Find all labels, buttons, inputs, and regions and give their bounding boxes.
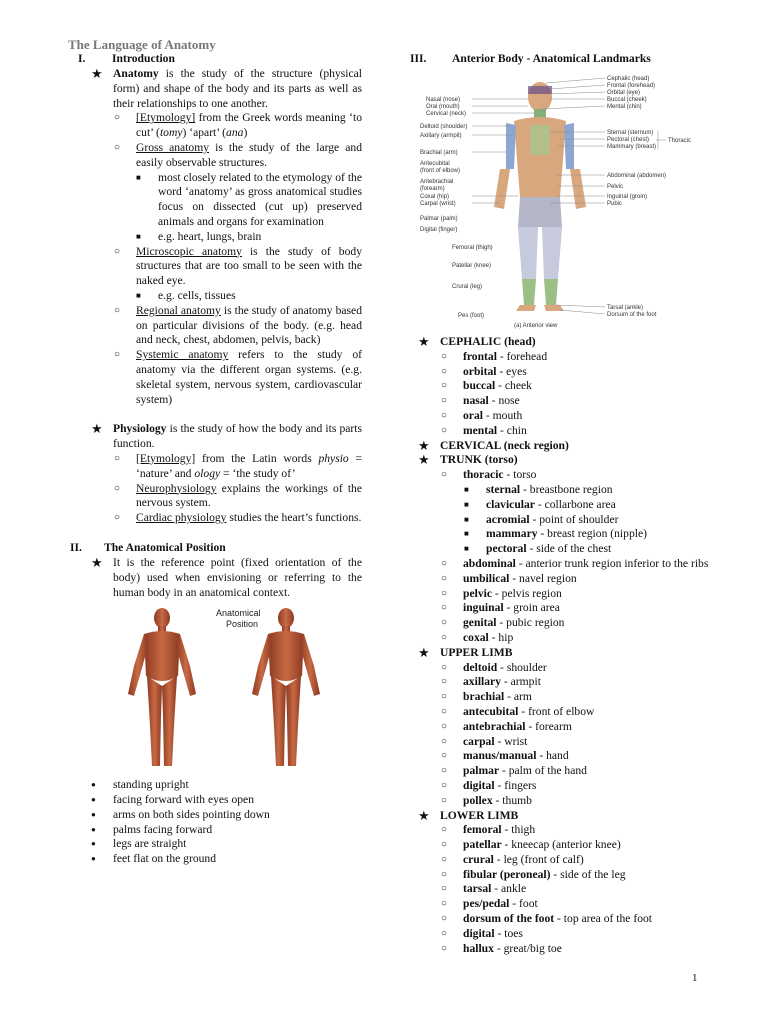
gross-anatomy-note: ■ most closely related to the etymology of the word ‘anatomy’ as gross anatomical studies focus on dissected (cut up) preserved animals and organs for examination [136, 170, 362, 228]
anatomical-position-list [78, 778, 362, 867]
systemic-anatomy: ○ Systemic anatomy refers to the study of anatomy via the different organ systems. (e.g. skeletal system, nervous system, cardiovascular system) [114, 348, 362, 406]
square-bullet-icon: ■ [464, 529, 469, 539]
svg-text:Pes (foot): Pes (foot) [458, 313, 485, 319]
section-3-heading [410, 52, 710, 67]
circle-bullet-icon: ○ [441, 705, 448, 717]
svg-text:Patellar (knee): Patellar (knee) [452, 263, 492, 269]
landmark-item: ○ carpal - wrist [441, 734, 528, 748]
svg-text:Thoracic: Thoracic [668, 138, 692, 144]
svg-text:Abdominal (abdomen): Abdominal (abdomen) [607, 173, 667, 179]
position-bullet: ● legs are straight [91, 837, 187, 851]
position-bullet: ● palms facing forward [91, 822, 213, 836]
svg-text:Mammary (breast): Mammary (breast) [607, 144, 657, 150]
circle-bullet-icon: ○ [441, 395, 448, 407]
landmark-item: ○ frontal - forehead [441, 349, 548, 363]
landmark-item: ○ genital - pubic region [441, 616, 565, 630]
svg-text:Nasal (nose): Nasal (nose) [426, 97, 461, 103]
section-1-title: Introduction [112, 52, 175, 65]
circle-bullet-icon: ○ [441, 927, 448, 939]
landmark-item: ○ thoracic - torso [441, 468, 537, 482]
svg-text:Palmar (palm): Palmar (palm) [420, 216, 458, 222]
right-column [410, 52, 710, 956]
circle-bullet-icon: ○ [441, 557, 448, 569]
circle-bullet-icon: ○ [114, 452, 121, 464]
landmark-item: ○ nasal - nose [441, 394, 520, 408]
circle-bullet-icon: ○ [441, 587, 448, 599]
anatomy-definition: ★ Anatomy is the study of the structure (physical form) and shape of the body and its parts as well as their relationships to one another. [91, 66, 362, 110]
circle-bullet-icon: ○ [441, 602, 448, 614]
landmark-item: ★ CERVICAL (neck region) [418, 437, 569, 453]
physiology-etymology: ○ [Etymology] from the Latin words physio = ‘nature’ and ology = ‘the study of’ [114, 451, 363, 480]
anatomical-position-figure [114, 606, 344, 778]
svg-text:Axillary (armpit): Axillary (armpit) [420, 133, 462, 139]
square-bullet-icon: ■ [136, 172, 141, 182]
circle-bullet-icon: ○ [441, 898, 448, 910]
circle-bullet-icon: ○ [441, 661, 448, 673]
section-2-number: II. [70, 540, 82, 554]
star-bullet-icon: ★ [91, 421, 103, 437]
position-bullet: ● standing upright [91, 778, 189, 792]
landmark-item: ★ UPPER LIMB [418, 644, 513, 660]
dot-bullet-icon: ● [91, 809, 96, 819]
neurophysiology: ○ Neurophysiology explains the workings of the nervous system. [114, 481, 362, 510]
back-muscle-figure [252, 608, 320, 766]
position-bullet: ● facing forward with eyes open [91, 793, 255, 807]
circle-bullet-icon: ○ [441, 750, 448, 762]
landmark-item: ○ antebrachial - forearm [441, 719, 572, 733]
svg-text:Coxal (hip): Coxal (hip) [420, 194, 450, 200]
circle-bullet-icon: ○ [441, 765, 448, 777]
circle-bullet-icon: ○ [441, 469, 448, 481]
circle-bullet-icon: ○ [114, 512, 121, 524]
left-column [70, 52, 363, 867]
svg-text:Femoral (thigh): Femoral (thigh) [452, 245, 493, 251]
landmark-item: ○ palmar - palm of the hand [441, 764, 587, 778]
landmark-item: ○ digital - toes [441, 926, 523, 940]
landmark-item: ○ manus/manual - hand [441, 749, 569, 763]
svg-text:Pectoral (chest): Pectoral (chest) [607, 137, 650, 143]
circle-bullet-icon: ○ [114, 304, 121, 316]
circle-bullet-icon: ○ [114, 245, 121, 257]
circle-bullet-icon: ○ [441, 824, 448, 836]
section-2-title: The Anatomical Position [104, 540, 226, 554]
landmark-item: ■ acromial - point of shoulder [464, 512, 619, 526]
circle-bullet-icon: ○ [114, 141, 121, 153]
square-bullet-icon: ■ [136, 290, 141, 300]
circle-bullet-icon: ○ [441, 631, 448, 643]
dot-bullet-icon: ● [91, 824, 96, 834]
circle-bullet-icon: ○ [441, 868, 448, 880]
star-bullet-icon: ★ [91, 554, 103, 570]
circle-bullet-icon: ○ [114, 482, 121, 494]
svg-text:Mental (chin): Mental (chin) [607, 104, 642, 110]
star-bullet-icon: ★ [418, 437, 430, 453]
physiology-definition: ★ Physiology is the study of how the body and its parts function. [91, 421, 362, 451]
anatomical-position-definition: ★ It is the reference point (fixed orientation of the body) used when envisioning or referring to the human body in an anatomical context. [91, 554, 362, 599]
circle-bullet-icon: ○ [441, 794, 448, 806]
microscopic-anatomy-example: ■ e.g. cells, tissues [136, 288, 236, 302]
anatomy-etymology: ○ [Etymology] from the Greek words meaning ‘to cut’ (tomy) ‘apart’ (ana) [114, 111, 362, 140]
star-bullet-icon: ★ [418, 644, 430, 660]
svg-text:Inguinal (groin): Inguinal (groin) [607, 194, 648, 200]
circle-bullet-icon: ○ [441, 720, 448, 732]
landmark-item: ○ brachial - arm [441, 690, 532, 704]
figure-label-anatomical: Anatomical [216, 608, 261, 619]
landmark-item: ○ antecubital - front of elbow [441, 704, 595, 718]
star-bullet-icon: ★ [418, 807, 430, 823]
svg-text:Brachial (arm): Brachial (arm) [420, 150, 458, 156]
microscopic-anatomy: ○ Microscopic anatomy is the study of body structures that are too small to be seen with the naked eye. [114, 244, 362, 288]
section-1-number: I. [78, 52, 86, 65]
circle-bullet-icon: ○ [441, 942, 448, 954]
circle-bullet-icon: ○ [441, 883, 448, 895]
position-bullet: ● feet flat on the ground [91, 852, 217, 866]
svg-text:Orbital (eye): Orbital (eye) [607, 90, 641, 96]
landmark-item: ○ fibular (peroneal) - side of the leg [441, 867, 626, 881]
document-title: The Language of Anatomy [68, 37, 216, 52]
svg-text:Digital (finger): Digital (finger) [420, 227, 458, 233]
svg-text:Cephalic (head): Cephalic (head) [607, 76, 650, 82]
section-3-title: Anterior Body - Anatomical Landmarks [452, 52, 651, 65]
svg-text:Buccal (cheek): Buccal (cheek) [607, 97, 647, 103]
landmark-item: ○ tarsal - ankle [441, 882, 527, 896]
landmark-item: ○ digital - fingers [441, 778, 537, 792]
square-bullet-icon: ■ [136, 231, 141, 241]
svg-text:Dorsum of the foot: Dorsum of the foot [607, 312, 657, 318]
right-labels [607, 76, 691, 318]
circle-bullet-icon: ○ [441, 676, 448, 688]
circle-bullet-icon: ○ [441, 424, 448, 436]
circle-bullet-icon: ○ [441, 409, 448, 421]
svg-text:(front of elbow): (front of elbow) [420, 168, 461, 174]
landmark-item: ○ axillary - armpit [441, 675, 541, 689]
svg-text:(forearm): (forearm) [420, 186, 445, 192]
section-1-heading [78, 52, 362, 67]
svg-text:Oral (mouth): Oral (mouth) [426, 104, 460, 110]
figure-caption: (a) Anterior view [514, 323, 558, 329]
landmark-item: ★ CEPHALIC (head) [418, 334, 536, 349]
circle-bullet-icon: ○ [441, 779, 448, 791]
anterior-body-figure [410, 69, 710, 329]
landmark-item: ○ hallux - great/big toe [441, 941, 562, 955]
circle-bullet-icon: ○ [441, 691, 448, 703]
square-bullet-icon: ■ [464, 484, 469, 494]
regional-anatomy: ○ Regional anatomy is the study of anatomy based on particular divisions of the body. (e.g. head and neck, chest, abdomen, pelvis, back) [114, 303, 362, 347]
landmark-item: ○ dorsum of the foot - top area of the foot [441, 912, 653, 926]
svg-text:Deltoid (shoulder): Deltoid (shoulder) [420, 124, 468, 130]
square-bullet-icon: ■ [464, 514, 469, 524]
position-bullet: ● arms on both sides pointing down [91, 807, 270, 821]
circle-bullet-icon: ○ [441, 735, 448, 747]
svg-text:Frontal (forehead): Frontal (forehead) [607, 83, 656, 89]
landmark-item: ★ LOWER LIMB [418, 807, 519, 823]
landmark-item: ○ inguinal - groin area [441, 601, 560, 615]
circle-bullet-icon: ○ [441, 913, 448, 925]
circle-bullet-icon: ○ [441, 617, 448, 629]
svg-text:Sternal (sternum): Sternal (sternum) [607, 130, 654, 136]
landmark-item: ○ coxal - hip [441, 630, 514, 644]
svg-text:Antecubital: Antecubital [420, 161, 450, 167]
landmark-item: ○ oral - mouth [441, 408, 523, 422]
svg-text:Pubic: Pubic [607, 201, 623, 207]
front-muscle-figure [128, 608, 196, 766]
square-bullet-icon: ■ [464, 499, 469, 509]
landmark-item: ○ pollex - thumb [441, 793, 532, 807]
circle-bullet-icon: ○ [441, 572, 448, 584]
circle-bullet-icon: ○ [114, 112, 121, 124]
landmark-item: ○ femoral - thigh [441, 823, 536, 837]
dot-bullet-icon: ● [91, 854, 96, 864]
left-labels [420, 97, 493, 319]
circle-bullet-icon: ○ [441, 365, 448, 377]
svg-text:Tarsal (ankle): Tarsal (ankle) [607, 305, 644, 311]
svg-text:Crural (leg): Crural (leg) [452, 284, 483, 290]
dot-bullet-icon: ● [91, 795, 96, 805]
gross-anatomy: ○ Gross anatomy is the study of the large and easily observable structures. [114, 140, 362, 169]
landmark-item: ■ pectoral - side of the chest [464, 542, 612, 556]
landmark-item: ■ clavicular - collarbone area [464, 497, 616, 511]
landmark-item: ■ mammary - breast region (nipple) [464, 527, 647, 541]
svg-text:Antebrachial: Antebrachial [420, 179, 454, 185]
figure-label-position: Position [226, 619, 259, 630]
star-bullet-icon: ★ [418, 334, 430, 349]
dot-bullet-icon: ● [91, 780, 96, 790]
circle-bullet-icon: ○ [114, 349, 121, 361]
gross-anatomy-example: ■ e.g. heart, lungs, brain [136, 229, 262, 243]
landmark-item: ○ patellar - kneecap (anterior knee) [441, 838, 621, 852]
landmark-item: ○ pes/pedal - foot [441, 897, 538, 911]
landmark-item: ○ deltoid - shoulder [441, 660, 547, 674]
page-number: 1 [692, 972, 698, 984]
dot-bullet-icon: ● [91, 839, 96, 849]
landmark-item: ○ abdominal - anterior trunk region inferior to the ribs [441, 556, 709, 570]
svg-text:Pelvic: Pelvic [607, 184, 624, 190]
body-illustration [494, 82, 586, 311]
section-2-heading [70, 541, 362, 556]
landmark-item: ○ orbital - eyes [441, 364, 527, 378]
landmark-item: ○ umbilical - navel region [441, 571, 577, 585]
star-bullet-icon: ★ [418, 452, 430, 468]
landmark-item: ★ TRUNK (torso) [418, 452, 518, 468]
landmark-item: ○ crural - leg (front of calf) [441, 852, 584, 866]
landmark-item: ○ mental - chin [441, 423, 527, 437]
landmark-list [410, 335, 710, 956]
section-3-number: III. [410, 52, 427, 65]
svg-text:Cervical (neck): Cervical (neck) [426, 111, 467, 117]
cardiac-physiology: ○ Cardiac physiology studies the heart’s functions. [114, 511, 362, 525]
landmark-item: ○ buccal - cheek [441, 379, 532, 393]
circle-bullet-icon: ○ [441, 350, 448, 362]
square-bullet-icon: ■ [464, 544, 469, 554]
circle-bullet-icon: ○ [441, 380, 448, 392]
circle-bullet-icon: ○ [441, 853, 448, 865]
landmark-item: ○ pelvic - pelvis region [441, 586, 562, 600]
landmark-item: ■ sternal - breastbone region [464, 482, 613, 496]
star-bullet-icon: ★ [91, 66, 103, 81]
svg-text:Carpal (wrist): Carpal (wrist) [420, 201, 456, 207]
circle-bullet-icon: ○ [441, 839, 448, 851]
